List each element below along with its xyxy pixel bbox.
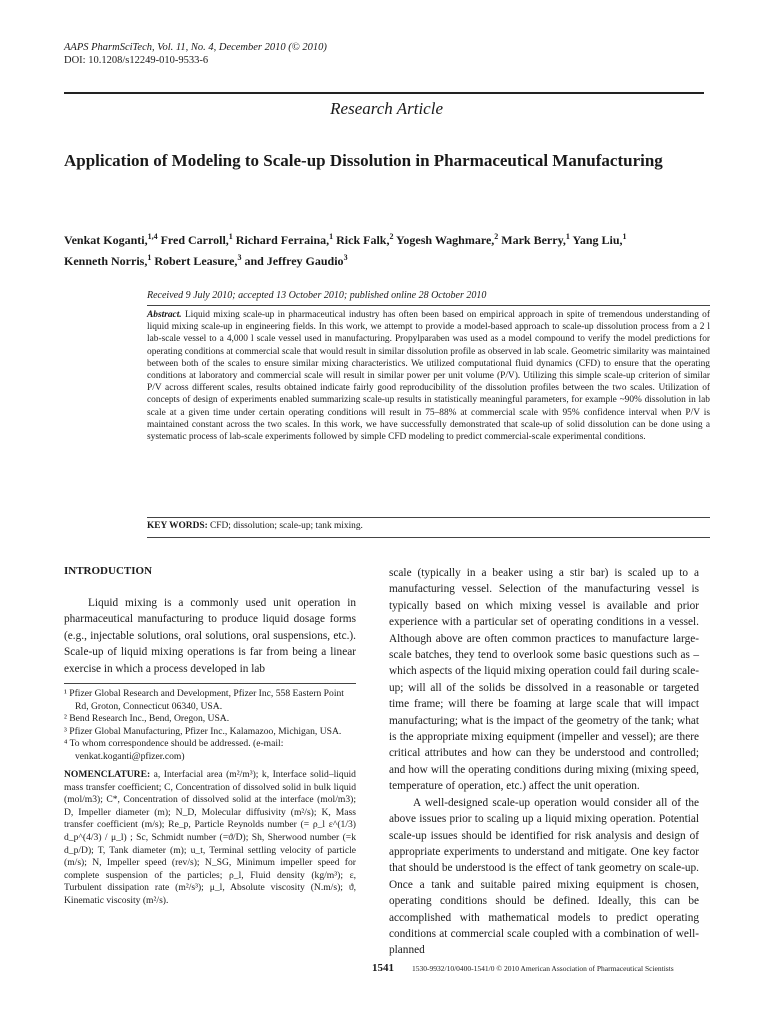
- received-dates: Received 9 July 2010; accepted 13 October 2010; published online 28 October 2010: [147, 290, 487, 301]
- author-name: Richard Ferraina,$^1$: [235, 232, 334, 247]
- journal-header: [64, 41, 327, 67]
- author-affiliation-mark: 1: [228, 232, 233, 241]
- author-name: Mark Berry,$^1$: [501, 232, 570, 247]
- author-affiliation-mark: 1,4: [147, 232, 158, 241]
- nomenclature-label: NOMENCLATURE:: [64, 769, 151, 780]
- author-affiliation-mark: 3: [343, 253, 348, 262]
- footnotes: [64, 688, 356, 764]
- keywords-text: CFD; dissolution; scale-up; tank mixing.: [210, 521, 363, 531]
- author-affiliation-mark: 1: [622, 232, 627, 241]
- page-number: 1541: [372, 962, 394, 974]
- paper-title: Application of Modeling to Scale-up Dissolution in Pharmaceutical Manufacturing: [64, 151, 663, 170]
- footnote: ⁴ To whom correspondence should be addressed. (e-mail: venkat.koganti@pfizer.com): [64, 738, 284, 762]
- intro-paragraph-3: A well-designed scale-up operation would consider all of the above issues prior to scaling up a liquid mixing operation. Potential scale-up issues should be identified for risk analysis and design of appropriate experiments to understand and mitigate. One key factor that should be understood is the effect of tank geometry on scale-up. Once a tank and suitable paired mixing equipment is chosen, operating conditions should be defined. Ideally, this can be accomplished with mathematical models to predict operating conditions at commercial scale coupled with a combination of well-planned: [389, 796, 699, 957]
- keywords-label: KEY WORDS:: [147, 521, 208, 531]
- author-affiliation-mark: 1: [565, 232, 570, 241]
- abstract-label: Abstract.: [147, 310, 182, 320]
- section-heading-introduction: INTRODUCTION: [64, 565, 153, 577]
- abstract-text: Liquid mixing scale-up in pharmaceutical industry has often been based on empirical approach in spite of tremendous understanding of liquid mixing scale-up in engineering fields. In this work, we attempt to provide a model-based approach to scale-up dissolution process from a 2 l lab-scale vessel to a 4,000 l scale vessel used in manufacturing. Propylparaben was used as a model compound to verify the model predictions for operating conditions at commercial scale that would result in similar dissolution profile as observed in lab scale. Geometric similarity was maintained between both of the scales to ensure similar mixing characteristics. We utilized computational fluid dynamics (CFD) to ensure that the operating conditions at laboratory and commercial scale will result in similar power per unit volume (P/V). Utilizing this simple scale-up criterion of similar P/V across different scales, results obtained indicate fairly good reproducibility of the dissolution profiles between the two scales. Utilization of concepts of design of experiments enabled summarizing scale-up results in statistically meaningful parameters, for example ~90% dissolution in lab scale at a given time under certain operating conditions will result in 75–88% at commercial scale with 95% confidence interval when P/V is maintained constant across the two scales. In this work, we have successfully demonstrated that scale-up of solid dissolution can be done using a systematic process of lab-scale experiments followed by simple CFD modeling to predict commercial-scale experimental conditions.: [147, 310, 710, 443]
- footnote-rule: [64, 683, 356, 684]
- author-affiliation-mark: 2: [494, 232, 499, 241]
- author-name: Yogesh Waghmare,$^2$: [396, 232, 499, 247]
- author-name: Venkat Koganti,$^{1,4}$: [64, 232, 158, 247]
- doi-line: DOI: 10.1208/s12249-010-9533-6: [64, 55, 209, 66]
- intro-paragraph-2: scale (typically in a beaker using a stir bar) is scaled up to a manufacturing vessel. Selection of the manufacturing vessel is typically based on which mixing vessel is available and prior experience with a particular set of operating conditions in a vessel. Although above are often common practices to manufacture large-scale batches, they tend to overlook some basic questions such as – which aspects of the liquid mixing operation could fail during scale-up; will all of the solids be dissolved in a reasonable or targeted time frame; will there be foaming at large scale that will impact manufacturing; what is the impact of the geometry of the tank; what is the appropriate mixing equipment (impeller and vessel); are there critical attributes and how can they be understood and controlled; and how will the operating conditions during mixing (mixing speed, temperature of operation, etc.) affect the unit operation.: [389, 567, 699, 793]
- left-column: [64, 565, 356, 677]
- header-rule: [64, 92, 704, 94]
- abstract-mid-rule: [147, 517, 710, 518]
- journal-citation: AAPS PharmSciTech, Vol. 11, No. 4, December 2010 (© 2010): [64, 42, 327, 53]
- author-name: Kenneth Norris,$^1$: [64, 253, 152, 268]
- nomenclature: [64, 769, 356, 908]
- article-type: Research Article: [330, 99, 443, 118]
- nomenclature-text: a, Interfacial area (m²/m³); k, Interface solid–liquid mass transfer coefficient; C, Concentration of dissolved solid in bulk liquid (mol/m3); C*, Concentration of dissolved solid at the interface (mol/m3); D, Impeller diameter (m); N_D, Molecular diffusivity (m²/s); K, Mass transfer coefficient (m/s); Re_p, Particle Reynolds number (= ρ_l ε^(1/3) d_p^(4/3) / μ_l) ; Sc, Schmidt number (=ϑ/D); Sh, Sherwood number (=k d_p/D); T, Tank diameter (m); u_t, Terminal settling velocity of particle (m/s); N, Impeller speed (rev/s); N_SG, Minimum impeller speed for complete suspension of the particles; ρ_l, Fluid density (kg/m³); ε, Turbulent dissipation rate (m²/s³); μ_l, Absolute viscosity (N.m/s); ϑ, Kinematic viscosity (m²/s).: [64, 769, 356, 906]
- author-affiliation-mark: 1: [329, 232, 334, 241]
- intro-paragraph-1: Liquid mixing is a commonly used unit operation in pharmaceutical manufacturing to produce liquid dosage forms (e.g., injectable solutions, oral solutions, oral suspensions, etc.). Scale-up of liquid mixing operations is far from being a linear exercise in which a process developed in lab: [64, 597, 356, 675]
- abstract-bottom-rule: [147, 537, 710, 538]
- issn-copyright-line: 1530-9932/10/0400-1541/0 © 2010 American Association of Pharmaceutical Scientists: [412, 964, 674, 973]
- author-name: Robert Leasure,$^3$: [154, 253, 242, 268]
- author-name: Rick Falk,$^2$: [336, 232, 394, 247]
- author-name: Yang Liu,$^1$: [572, 232, 627, 247]
- author-affiliation-mark: 2: [389, 232, 394, 241]
- author-name: Fred Carroll,$^1$: [160, 232, 233, 247]
- author-affiliation-mark: 3: [237, 253, 242, 262]
- author-name: and Jeffrey Gaudio$^3$: [244, 253, 348, 268]
- footnote: ³ Pfizer Global Manufacturing, Pfizer Inc., Kalamazoo, Michigan, USA.: [64, 725, 342, 737]
- footnote: ² Bend Research Inc., Bend, Oregon, USA.: [64, 713, 230, 725]
- right-column: [389, 565, 699, 959]
- abstract-top-rule: [147, 305, 710, 306]
- author-affiliation-mark: 1: [147, 253, 152, 262]
- abstract: [147, 309, 710, 443]
- keywords: [147, 521, 363, 531]
- footnote: ¹ Pfizer Global Research and Development, Pfizer Inc, 558 Eastern Point Rd, Groton, Connecticut 06340, USA.: [64, 688, 344, 712]
- author-list: [64, 228, 714, 270]
